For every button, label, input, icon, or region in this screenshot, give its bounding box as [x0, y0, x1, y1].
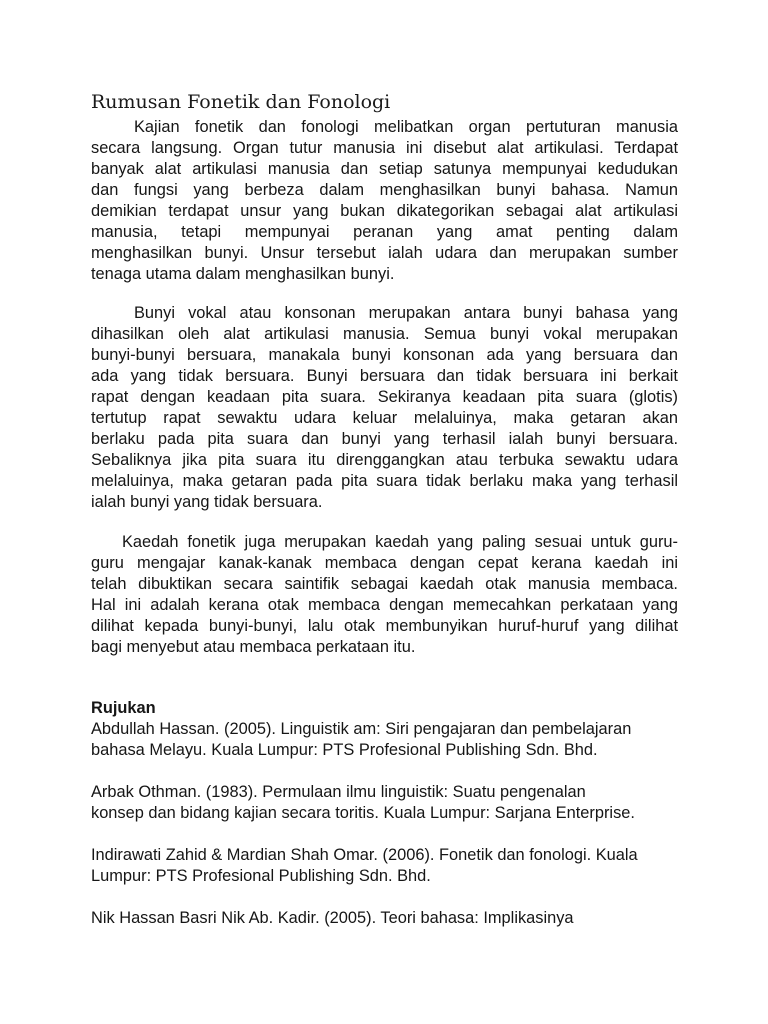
- paragraph-line: berlaku pada pita suara dan bunyi yang terhasil ialah bunyi bersuara.: [91, 430, 678, 448]
- paragraph-3: [91, 532, 678, 658]
- paragraph-line: Kajian fonetik dan fonologi melibatkan organ pertuturan manusia: [134, 118, 678, 136]
- reference-line: Arbak Othman. (1983). Permulaan ilmu linguistik: Suatu pengenalan: [91, 783, 586, 801]
- paragraph-line: manusia, tetapi mempunyai peranan yang amat penting dalam: [91, 223, 678, 241]
- reference-line: bahasa Melayu. Kuala Lumpur: PTS Profesional Publishing Sdn. Bhd.: [91, 741, 598, 759]
- paragraph-line: guru mengajar kanak-kanak membaca dengan cepat kerana kaedah ini: [91, 554, 678, 572]
- paragraph-line: menghasilkan bunyi. Unsur tersebut ialah udara dan merupakan sumber: [91, 244, 678, 262]
- paragraph-line: bunyi-bunyi bersuara, manakala bunyi konsonan ada yang bersuara dan: [91, 346, 678, 364]
- paragraph-line: tenaga utama dalam menghasilkan bunyi.: [91, 265, 395, 283]
- paragraph-1: [91, 117, 678, 285]
- paragraph-line: dan fungsi yang berbeza dalam menghasilkan bunyi bahasa. Namun: [91, 181, 678, 199]
- paragraph-line: rapat dengan keadaan pita suara. Sekiranya keadaan pita suara (glotis): [91, 388, 678, 406]
- paragraph-line: Hal ini adalah kerana otak membaca dengan memecahkan perkataan yang: [91, 596, 678, 614]
- paragraph-line: Kaedah fonetik juga merupakan kaedah yang paling sesuai untuk guru-: [122, 533, 678, 551]
- reference-line: Nik Hassan Basri Nik Ab. Kadir. (2005). Teori bahasa: Implikasinya: [91, 909, 574, 927]
- paragraph-line: ada yang tidak bersuara. Bunyi bersuara dan tidak bersuara ini berkait: [91, 367, 678, 385]
- paragraph-line: telah dibuktikan secara saintifik sebagai kaedah otak manusia membaca.: [91, 575, 678, 593]
- reference-item: [91, 719, 731, 761]
- references-heading: Rujukan: [91, 699, 156, 717]
- reference-line: Lumpur: PTS Profesional Publishing Sdn. Bhd.: [91, 867, 431, 885]
- paragraph-line: demikian terdapat unsur yang bukan dikategorikan sebagai alat artikulasi: [91, 202, 678, 220]
- reference-item: [91, 908, 731, 929]
- reference-line: Indirawati Zahid & Mardian Shah Omar. (2006). Fonetik dan fonologi. Kuala: [91, 846, 638, 864]
- paragraph-line: bagi menyebut atau membaca perkataan itu.: [91, 638, 416, 656]
- paragraph-line: ialah bunyi yang tidak bersuara.: [91, 493, 323, 511]
- paragraph-line: tertutup rapat sewaktu udara keluar melaluinya, maka getaran akan: [91, 409, 678, 427]
- paragraph-line: Bunyi vokal atau konsonan merupakan antara bunyi bahasa yang: [134, 304, 678, 322]
- paragraph-line: secara langsung. Organ tutur manusia ini disebut alat artikulasi. Terdapat: [91, 139, 678, 157]
- reference-item: [91, 782, 731, 824]
- reference-item: [91, 845, 731, 887]
- paragraph-line: melaluinya, maka getaran pada pita suara tidak berlaku maka yang terhasil: [91, 472, 678, 490]
- reference-line: Abdullah Hassan. (2005). Linguistik am: Siri pengajaran dan pembelajaran: [91, 720, 632, 738]
- paragraph-2: [91, 303, 678, 513]
- paragraph-line: dilihat kepada bunyi-bunyi, lalu otak membunyikan huruf-huruf yang dilihat: [91, 617, 678, 635]
- references-section: [91, 698, 731, 950]
- paragraph-line: dihasilkan oleh alat artikulasi manusia. Semua bunyi vokal merupakan: [91, 325, 678, 343]
- paragraph-line: Sebaliknya jika pita suara itu direnggangkan atau terbuka sewaktu udara: [91, 451, 678, 469]
- reference-line: konsep dan bidang kajian secara toritis. Kuala Lumpur: Sarjana Enterprise.: [91, 804, 635, 822]
- document-title: Rumusan Fonetik dan Fonologi: [91, 91, 391, 113]
- paragraph-line: banyak alat artikulasi manusia dan setiap satunya mempunyai kedudukan: [91, 160, 678, 178]
